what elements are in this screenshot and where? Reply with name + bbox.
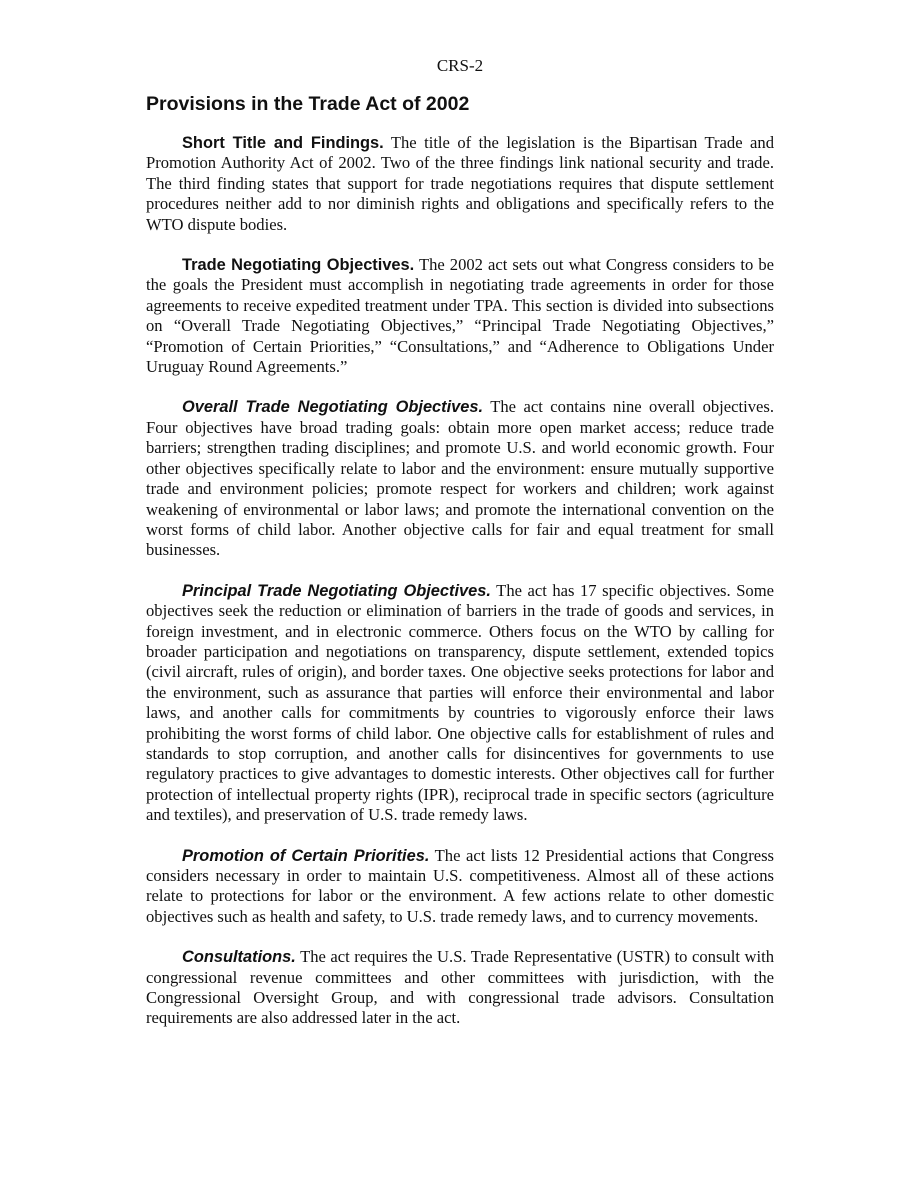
section-heading: Provisions in the Trade Act of 2002	[146, 93, 470, 115]
paragraph-body: The title of the legislation is the Bipartisan Trade and Promotion Authority Act of 2002. Two of the three findings link national security and trade. The third finding states that support for trade negotiations requires that dispute settlement procedures neither add to nor diminish rights and obligations and specifically refers to the WTO dispute bodies.	[146, 133, 774, 234]
paragraph-short-title-and-findings	[146, 133, 774, 235]
paragraph-overall-trade-negotiating-objectives	[146, 397, 774, 560]
paragraph-body: The act requires the U.S. Trade Representative (USTR) to consult with congressional revenue committees and other committees with jurisdiction, with the Congressional Oversight Group, and with congressional trade advisors. Consultation requirements are also addressed later in the act.	[146, 947, 774, 1028]
run-in-heading: Short Title and Findings.	[182, 134, 384, 152]
run-in-heading: Principal Trade Negotiating Objectives.	[182, 581, 491, 600]
run-in-heading: Trade Negotiating Objectives.	[182, 256, 415, 275]
paragraph-promotion-of-certain-priorities	[146, 846, 774, 928]
document-page	[146, 56, 774, 1049]
paragraph-consultations	[146, 947, 774, 1029]
run-in-heading: Consultations.	[182, 948, 296, 967]
paragraph-body: The act contains nine overall objectives. Four objectives have broad trading goals: obtain more open market access; reduce trade barriers; strengthen trading disciplines; and promote U.S. and world economic growth. Four other objectives specifically relate to labor and the environment: ensure mutually supportive trade and environment policies; promote respect for workers and children; work against weakening of environmental or labor laws; and promote the international convention on the worst forms of child labor. Another objective calls for fair and equal treatment for small businesses.	[146, 397, 774, 560]
run-in-heading: Overall Trade Negotiating Objectives.	[182, 398, 484, 417]
paragraph-body: The 2002 act sets out what Congress considers to be the goals the President must accomplish in negotiating trade agreements in order for those agreements to receive expedited treatment under TPA. This section is divided into subsections on “Overall Trade Negotiating Objectives,” “Principal Trade Negotiating Objectives,” “Promotion of Certain Priorities,” “Consultations,” and “Adherence to Obligations Under Uruguay Round Agreements.”	[146, 255, 774, 377]
paragraph-principal-trade-negotiating-objectives	[146, 581, 774, 826]
page-number: CRS-2	[436, 56, 484, 75]
paragraph-trade-negotiating-objectives	[146, 255, 774, 377]
paragraph-body: The act has 17 specific objectives. Some objectives seek the reduction or elimination of barriers in the trade of goods and services, in foreign investment, and in electronic commerce. Others focus on the WTO by calling for broader participation and negotiations on transparency, dispute settlement, extended topics (civil aircraft, rules of origin), and border taxes. One objective seeks protections for labor and the environment, such as assurance that parties will enforce their environmental and labor laws, and another calls for commitments by countries to vigorously enforce their laws prohibiting the worst forms of child labor. One objective calls for establishment of rules and standards to stop corruption, and another calls for disincentives for governments to use regulatory practices to give advantages to domestic interests. Other objectives call for further protection of intellectual property rights (IPR), reciprocal trade in specific sectors (agriculture and textiles), and preservation of U.S. trade remedy laws.	[146, 580, 774, 825]
paragraph-body: The act lists 12 Presidential actions that Congress considers necessary in order to maintain U.S. competitiveness. Almost all of these actions relate to protections for labor or the environment. A few actions relate to other domestic objectives such as health and safety, to U.S. trade remedy laws, and to currency movements.	[146, 845, 775, 926]
run-in-heading: Promotion of Certain Priorities.	[182, 846, 430, 865]
